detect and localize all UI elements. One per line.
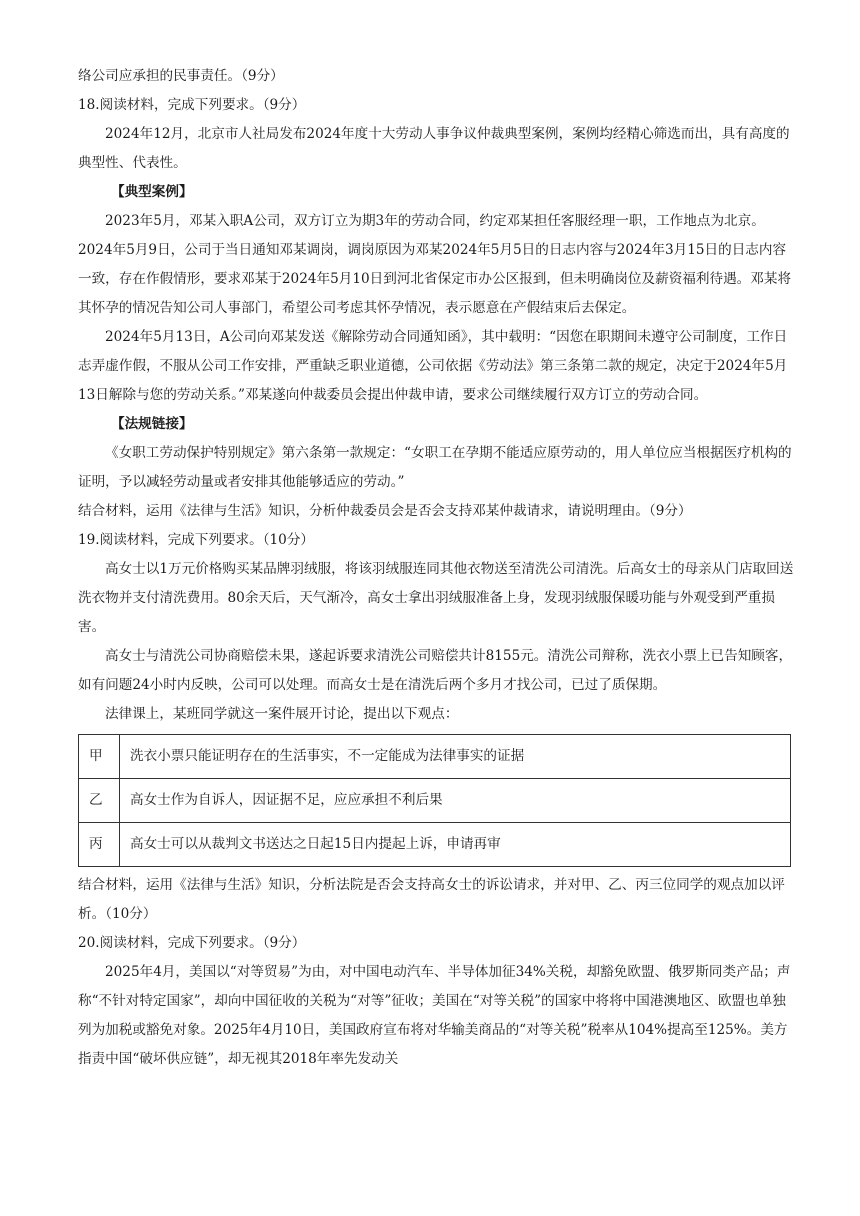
q19-heading: 19.阅读材料，完成下列要求。（10分） <box>78 532 315 548</box>
q20-heading: 20.阅读材料，完成下列要求。（9分） <box>78 935 306 951</box>
q18-case-label: 【典型案例】 <box>111 184 193 200</box>
q17-tail: 络公司应承担的民事责任。（9分） <box>78 68 284 84</box>
q18-heading: 18.阅读材料，完成下列要求。（9分） <box>78 97 306 113</box>
q18-law-text: 《女职工劳动保护特别规定》第六条第一款规定：“女职工在孕期不能适应原劳动的，用人单位应当根据医疗机构的证明，予以减轻劳动量或者安排其他能够适应的劳动。” <box>78 445 792 490</box>
viewpoints-table <box>78 734 791 867</box>
q19-paragraph-3: 法律课上，某班同学就这一案件展开讨论，提出以下观点： <box>105 706 459 722</box>
view-text: 洗衣小票只能证明存在的生活事实，不一定能成为法律事实的证据 <box>120 735 791 779</box>
table-row <box>79 823 791 867</box>
q19-paragraph-1: 高女士以1万元价格购买某品牌羽绒服，将该羽绒服连同其他衣物送至清洗公司清洗。后高女士的母亲从门店取回送洗衣物并支付清洗费用。80余天后，天气渐冷，高女士拿出羽绒服准备上身，发现羽绒服保暖功能与外观受到严重损害。 <box>78 561 794 635</box>
q19-paragraph-2: 高女士与清洗公司协商赔偿未果，遂起诉要求清洗公司赔偿共计8155元。清洗公司辩称，洗衣小票上已告知顾客，如有问题24小时内反映，公司可以处理。而高女士是在清洗后两个多月才找公司，已过了质保期。 <box>78 648 793 693</box>
q20-paragraph-1: 2025年4月，美国以“对等贸易”为由，对中国电动汽车、半导体加征34%关税，却豁免欧盟、俄罗斯同类产品；声称“不针对特定国家”，却向中国征收的关税为“对等”征收；美国在“对等关税”的国家中将将中国港澳地区、欧盟也单独列为加税或豁免对象。2025年4月10日，美国政府宣布将对华输美商品的“对等关税”税率从104%提高至125%。美方指责中国“破坏供应链”，却无视其2018年率先发动关 <box>78 964 791 1067</box>
table-row <box>79 779 791 823</box>
q18-question: 结合材料，运用《法律与生活》知识，分析仲裁委员会是否会支持邓某仲裁请求，请说明理由。（9分） <box>78 503 692 519</box>
q18-case-paragraph-1: 2023年5月，邓某入职A公司，双方订立为期3年的劳动合同，约定邓某担任客服经理一职，工作地点为北京。2024年5月9日，公司于当日通知邓某调岗，调岗原因为邓某2024年5月5日的日志内容与2024年3月15日的日志内容一致，存在作假情形，要求邓某于2024年5月10日到河北省保定市办公区报到，但未明确岗位及薪资福利待遇。邓某将其怀孕的情况告知公司人事部门，希望公司考虑其怀孕情况，表示愿意在产假结束后去保定。 <box>78 213 792 316</box>
q18-intro: 2024年12月，北京市人社局发布2024年度十大劳动人事争议仲裁典型案例，案例均经精心筛选而出，具有高度的典型性、代表性。 <box>78 126 790 171</box>
view-label: 丙 <box>79 823 120 867</box>
view-text: 高女士可以从裁判文书送达之日起15日内提起上诉，申请再审 <box>120 823 791 867</box>
document-page <box>78 62 798 1074</box>
view-label: 甲 <box>79 735 120 779</box>
view-text: 高女士作为自诉人，因证据不足，应应承担不利后果 <box>120 779 791 823</box>
view-label: 乙 <box>79 779 120 823</box>
q19-question: 结合材料，运用《法律与生活》知识，分析法院是否会支持高女士的诉讼请求，并对甲、乙、丙三位同学的观点加以评析。（10分） <box>78 877 785 922</box>
q18-law-label: 【法规链接】 <box>111 416 193 432</box>
table-row <box>79 735 791 779</box>
q18-case-paragraph-2: 2024年5月13日，A公司向邓某发送《解除劳动合同通知函》，其中载明：“因您在职期间未遵守公司制度，工作日志弄虚作假，不服从公司工作安排，严重缺乏职业道德，公司依据《劳动法》第三条第二款的规定，决定于2024年5月13日解除与您的劳动关系。”邓某遂向仲裁委员会提出仲裁申请，要求公司继续履行双方订立的劳动合同。 <box>78 329 788 403</box>
